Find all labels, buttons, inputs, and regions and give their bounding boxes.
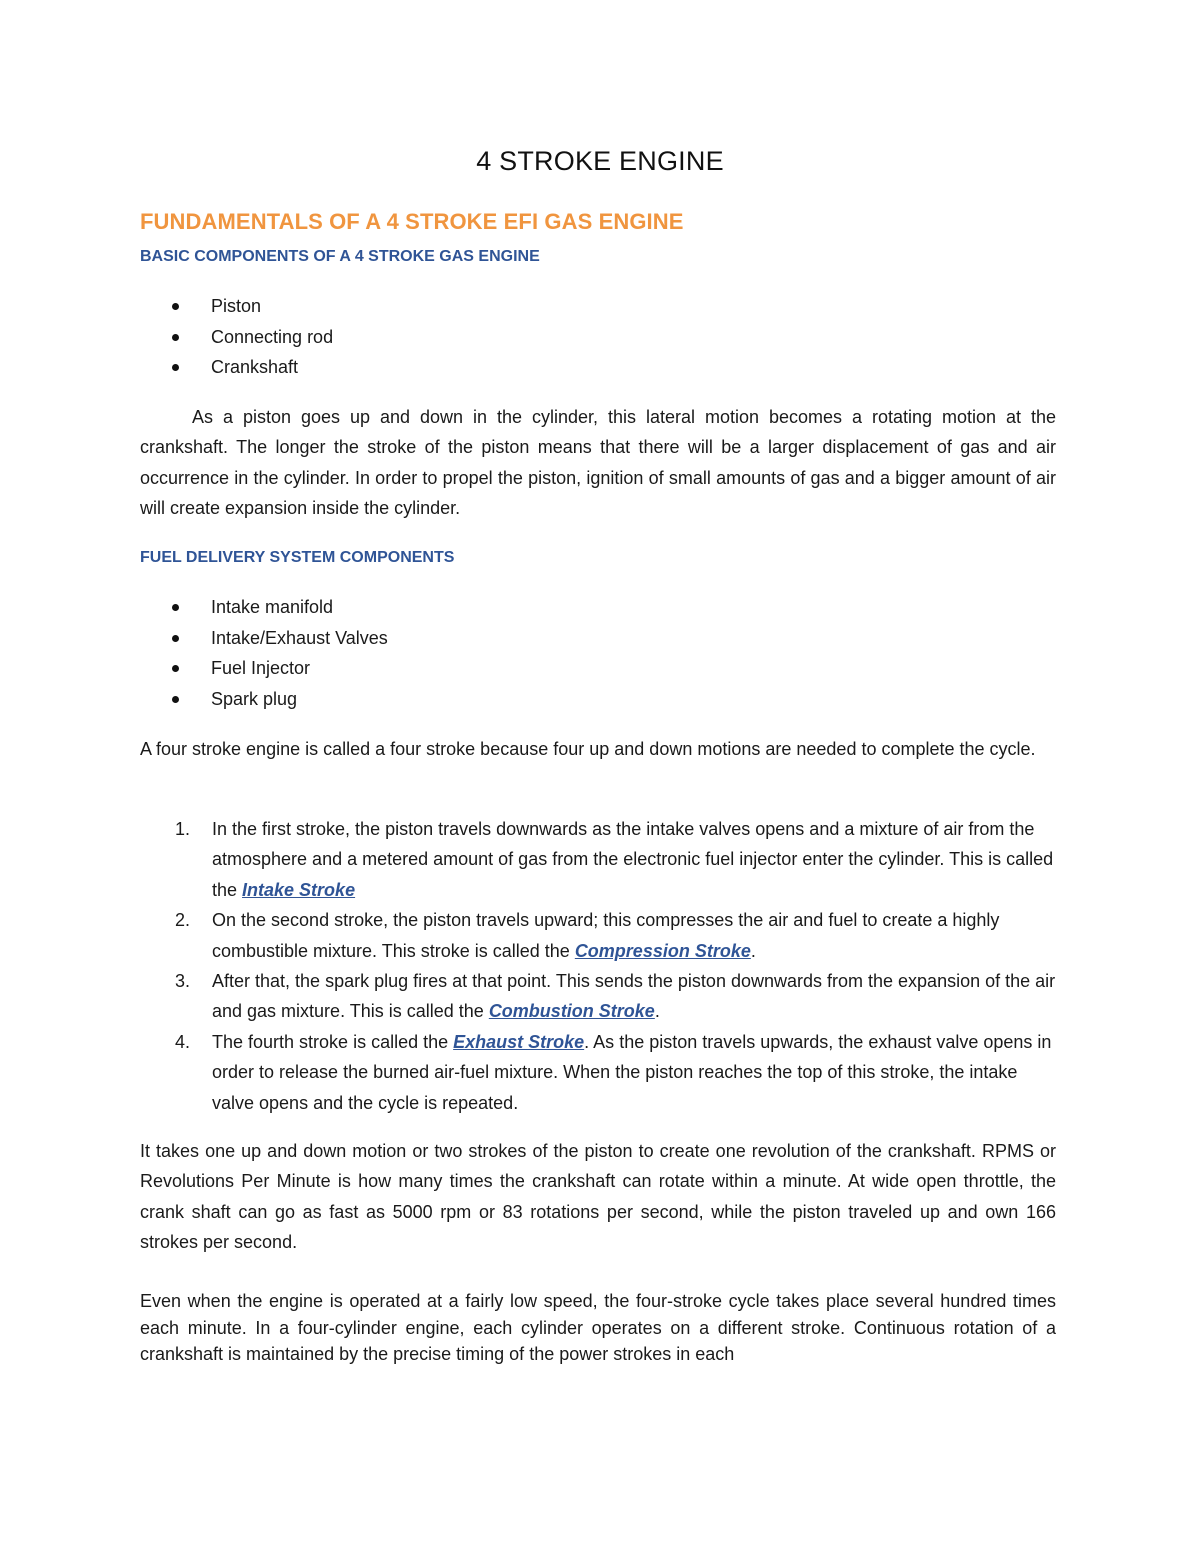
piston-paragraph: As a piston goes up and down in the cylinder, this lateral motion becomes a rotating motion at the crankshaft. The longer the stroke of the piston means that there will be a larger displacement of gas and air occurrence in the cylinder. In order to propel the piston, ignition of small amounts of gas and a bigger amount of air will create expansion inside the cylinder.	[140, 407, 1056, 519]
list-item: Intake/Exhaust Valves	[172, 623, 388, 654]
stroke-item-exhaust: 4. The fourth stroke is called the Exhaust Stroke. As the piston travels upwards, the exhaust valve opens in order to release the burned air-fuel mixture. When the piston reaches the top of this stroke, the intake valve opens and the cycle is repeated.	[175, 1031, 1052, 1113]
cycle-paragraph: Even when the engine is operated at a fairly low speed, the four-stroke cycle takes place several hundred times each minute. In a four-cylinder engine, each cylinder operates on a different stroke. Continuous rotation of a crankshaft is maintained by the precise timing of the power strokes in each	[140, 1291, 1056, 1364]
list-item: Intake manifold	[172, 592, 388, 623]
list-item: Piston	[172, 291, 333, 322]
list-item: Crankshaft	[172, 352, 333, 383]
strokes-list	[140, 814, 1060, 1118]
list-item: Connecting rod	[172, 322, 333, 353]
page-title: 4 STROKE ENGINE	[476, 146, 724, 176]
combustion-stroke-link[interactable]: Combustion Stroke	[488, 1001, 655, 1022]
bullet-icon	[172, 665, 179, 672]
fuel-delivery-list	[172, 592, 388, 714]
bullet-icon	[172, 364, 179, 371]
intake-stroke-link[interactable]: Intake Stroke	[242, 879, 356, 900]
intro-paragraph: A four stroke engine is called a four stroke because four up and down motions are needed to complete the cycle.	[140, 739, 1036, 759]
bullet-icon	[172, 696, 179, 703]
stroke-item-combustion: 3. After that, the spark plug fires at that point. This sends the piston downwards from the expansion of the air and gas mixture. This is called the Combustion Stroke.	[175, 971, 1056, 1022]
rpm-paragraph: It takes one up and down motion or two strokes of the piston to create one revolution of the crankshaft. RPMS or Revolutions Per Minute is how many times the crankshaft can rotate within a minute. At wide open throttle, the crank shaft can go as fast as 5000 rpm or 83 rotations per second, while the piston traveled up and own 166 strokes per second.	[140, 1141, 1056, 1253]
compression-stroke-link[interactable]: Compression Stroke	[574, 940, 751, 961]
exhaust-stroke-link[interactable]: Exhaust Stroke	[453, 1031, 585, 1052]
section-heading-fuel-delivery: FUEL DELIVERY SYSTEM COMPONENTS	[140, 549, 455, 566]
stroke-item-intake: 1. In the first stroke, the piston travels downwards as the intake valves opens and a mixture of air from the atmosphere and a metered amount of gas from the electronic fuel injector enter the cylinder. This is called the Intake Stroke	[175, 819, 1054, 900]
list-item: Fuel Injector	[172, 653, 388, 684]
bullet-icon	[172, 334, 179, 341]
bullet-icon	[172, 604, 179, 611]
list-item: Spark plug	[172, 684, 388, 715]
bullet-icon	[172, 635, 179, 642]
stroke-item-compression: 2. On the second stroke, the piston travels upward; this compresses the air and fuel to create a highly combustible mixture. This stroke is called the Compression Stroke.	[175, 910, 1000, 961]
basic-components-list	[172, 291, 333, 383]
section-heading-basic-components: BASIC COMPONENTS OF A 4 STROKE GAS ENGINE	[140, 248, 540, 265]
main-heading: FUNDAMENTALS OF A 4 STROKE EFI GAS ENGINE	[140, 209, 684, 234]
bullet-icon	[172, 303, 179, 310]
